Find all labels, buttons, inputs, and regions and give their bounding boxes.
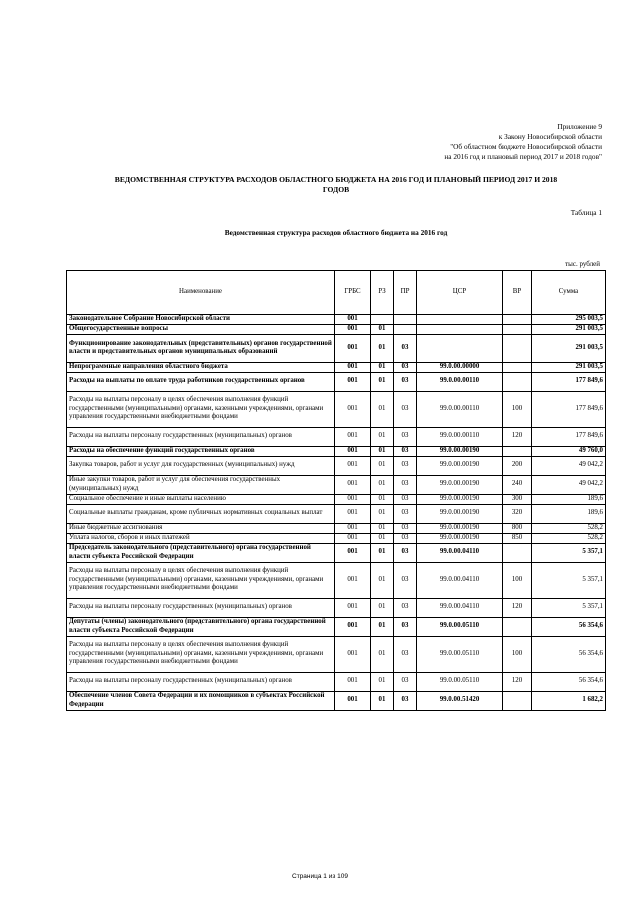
cell-rz: 01 bbox=[371, 543, 394, 562]
cell-pr: 03 bbox=[394, 543, 417, 562]
cell-pr: 03 bbox=[394, 456, 417, 475]
cell-rz: 01 bbox=[371, 598, 394, 617]
table-title: Ведомственная структура расходов областного бюджета на 2016 год bbox=[224, 228, 448, 237]
cell-name: Депутаты (члены) законодательного (представительного) органа государственной власти субъекта Российской Федерации bbox=[67, 617, 335, 636]
table-row bbox=[67, 325, 606, 335]
cell-sum: 56 354,6 bbox=[532, 636, 606, 672]
cell-name: Расходы на выплаты по оплате труда работников государственных органов bbox=[67, 372, 335, 391]
cell-name: Расходы на выплаты персоналу в целях обеспечения выполнения функций государственными (муниципальными) органами, казенными учреждениями, органами управления государственными внебюджетными фондами bbox=[67, 562, 335, 598]
cell-grbs: 001 bbox=[335, 372, 371, 391]
cell-grbs: 001 bbox=[335, 691, 371, 710]
cell-sum: 528,2 bbox=[532, 523, 606, 533]
cell-grbs: 001 bbox=[335, 494, 371, 504]
table-row bbox=[67, 427, 606, 446]
table-row bbox=[67, 691, 606, 710]
table-row bbox=[67, 362, 606, 372]
cell-sum: 56 354,6 bbox=[532, 672, 606, 691]
table-row bbox=[67, 315, 606, 325]
cell-vr bbox=[503, 335, 532, 363]
cell-csr: 99.0.00.51420 bbox=[417, 691, 503, 710]
cell-name: Расходы на обеспечение функций государственных органов bbox=[67, 446, 335, 456]
cell-grbs: 001 bbox=[335, 598, 371, 617]
cell-sum: 528,2 bbox=[532, 533, 606, 543]
cell-pr: 03 bbox=[394, 475, 417, 494]
document-title bbox=[66, 175, 606, 195]
cell-csr bbox=[417, 335, 503, 363]
document-title-line: ГОДОВ bbox=[322, 185, 350, 194]
cell-pr: 03 bbox=[394, 504, 417, 523]
cell-rz: 01 bbox=[371, 533, 394, 543]
cell-csr: 99.0.00.04110 bbox=[417, 562, 503, 598]
cell-sum: 291 003,5 bbox=[532, 335, 606, 363]
table-row bbox=[67, 562, 606, 598]
table-row bbox=[67, 446, 606, 456]
table-row bbox=[67, 533, 606, 543]
cell-rz: 01 bbox=[371, 523, 394, 533]
cell-sum: 5 357,1 bbox=[532, 562, 606, 598]
cell-csr: 99.0.00.00000 bbox=[417, 362, 503, 372]
cell-name: Обеспечение членов Совета Федерации и их помощников в субъектах Российской Федерации bbox=[67, 691, 335, 710]
cell-vr: 850 bbox=[503, 533, 532, 543]
cell-vr bbox=[503, 691, 532, 710]
cell-name: Общегосударственные вопросы bbox=[67, 325, 335, 335]
cell-grbs: 001 bbox=[335, 391, 371, 427]
appendix-line: к Закону Новосибирской области bbox=[498, 132, 602, 141]
cell-pr: 03 bbox=[394, 427, 417, 446]
cell-csr: 99.0.00.00190 bbox=[417, 446, 503, 456]
cell-rz: 01 bbox=[371, 456, 394, 475]
cell-vr: 100 bbox=[503, 562, 532, 598]
cell-grbs: 001 bbox=[335, 446, 371, 456]
cell-sum: 177 849,6 bbox=[532, 391, 606, 427]
cell-sum: 295 003,5 bbox=[532, 315, 606, 325]
cell-rz: 01 bbox=[371, 325, 394, 335]
cell-pr: 03 bbox=[394, 617, 417, 636]
cell-rz: 01 bbox=[371, 335, 394, 363]
cell-vr bbox=[503, 362, 532, 372]
cell-grbs: 001 bbox=[335, 362, 371, 372]
cell-pr: 03 bbox=[394, 636, 417, 672]
cell-vr: 320 bbox=[503, 504, 532, 523]
cell-pr: 03 bbox=[394, 523, 417, 533]
cell-vr: 100 bbox=[503, 391, 532, 427]
cell-name: Уплата налогов, сборов и иных платежей bbox=[67, 533, 335, 543]
cell-csr bbox=[417, 315, 503, 325]
appendix-note bbox=[444, 122, 602, 162]
units-label: тыс. рублей bbox=[565, 260, 600, 268]
cell-csr: 99.0.00.00190 bbox=[417, 456, 503, 475]
cell-sum: 49 042,2 bbox=[532, 475, 606, 494]
cell-csr: 99.0.00.00190 bbox=[417, 475, 503, 494]
cell-vr bbox=[503, 543, 532, 562]
cell-pr: 03 bbox=[394, 391, 417, 427]
table-row bbox=[67, 475, 606, 494]
cell-csr: 99.0.00.05110 bbox=[417, 672, 503, 691]
column-header-rz: РЗ bbox=[371, 271, 394, 315]
cell-name: Расходы на выплаты персоналу государственных (муниципальных) органов bbox=[67, 672, 335, 691]
cell-rz: 01 bbox=[371, 672, 394, 691]
table-row bbox=[67, 523, 606, 533]
budget-table bbox=[66, 270, 606, 711]
cell-grbs: 001 bbox=[335, 672, 371, 691]
cell-csr: 99.0.00.05110 bbox=[417, 636, 503, 672]
cell-pr: 03 bbox=[394, 446, 417, 456]
cell-vr bbox=[503, 315, 532, 325]
cell-rz: 01 bbox=[371, 562, 394, 598]
cell-csr: 99.0.00.00190 bbox=[417, 504, 503, 523]
cell-rz: 01 bbox=[371, 504, 394, 523]
appendix-line: "Об областном бюджете Новосибирской области bbox=[450, 142, 602, 151]
cell-grbs: 001 bbox=[335, 475, 371, 494]
cell-name: Закупка товаров, работ и услуг для государственных (муниципальных) нужд bbox=[67, 456, 335, 475]
cell-name: Председатель законодательного (представительного) органа государственной власти субъекта Российской Федерации bbox=[67, 543, 335, 562]
cell-rz: 01 bbox=[371, 372, 394, 391]
cell-pr: 03 bbox=[394, 562, 417, 598]
table-row bbox=[67, 636, 606, 672]
table-body bbox=[67, 315, 606, 711]
cell-sum: 189,6 bbox=[532, 494, 606, 504]
cell-rz: 01 bbox=[371, 617, 394, 636]
cell-sum: 5 357,1 bbox=[532, 543, 606, 562]
cell-grbs: 001 bbox=[335, 533, 371, 543]
cell-pr bbox=[394, 315, 417, 325]
cell-csr: 99.0.00.00110 bbox=[417, 372, 503, 391]
table-row bbox=[67, 456, 606, 475]
cell-name: Расходы на выплаты персоналу в целях обеспечения выполнения функций государственными (муниципальными) органами, казенными учреждениями, органами управления государственными внебюджетными фондами bbox=[67, 636, 335, 672]
cell-name: Социальные выплаты гражданам, кроме публичных нормативных социальных выплат bbox=[67, 504, 335, 523]
cell-vr bbox=[503, 617, 532, 636]
cell-rz: 01 bbox=[371, 636, 394, 672]
cell-pr: 03 bbox=[394, 335, 417, 363]
cell-name: Иные бюджетные ассигнования bbox=[67, 523, 335, 533]
cell-pr bbox=[394, 325, 417, 335]
cell-rz: 01 bbox=[371, 475, 394, 494]
cell-pr: 03 bbox=[394, 533, 417, 543]
cell-csr: 99.0.00.00190 bbox=[417, 523, 503, 533]
cell-vr: 100 bbox=[503, 636, 532, 672]
cell-vr: 120 bbox=[503, 598, 532, 617]
cell-name: Непрограммные направления областного бюджета bbox=[67, 362, 335, 372]
appendix-line: Приложение 9 bbox=[557, 122, 602, 131]
column-header-name: Наименование bbox=[67, 271, 335, 315]
cell-grbs: 001 bbox=[335, 636, 371, 672]
table-row bbox=[67, 543, 606, 562]
cell-rz: 01 bbox=[371, 391, 394, 427]
cell-grbs: 001 bbox=[335, 456, 371, 475]
cell-grbs: 001 bbox=[335, 523, 371, 533]
table-row bbox=[67, 598, 606, 617]
cell-grbs: 001 bbox=[335, 543, 371, 562]
cell-name: Расходы на выплаты персоналу государственных (муниципальных) органов bbox=[67, 427, 335, 446]
cell-sum: 1 682,2 bbox=[532, 691, 606, 710]
cell-csr bbox=[417, 325, 503, 335]
cell-sum: 56 354,6 bbox=[532, 617, 606, 636]
cell-rz: 01 bbox=[371, 494, 394, 504]
cell-vr bbox=[503, 325, 532, 335]
appendix-line: на 2016 год и плановый период 2017 и 2018 годов" bbox=[444, 152, 602, 161]
cell-sum: 291 003,5 bbox=[532, 325, 606, 335]
cell-pr: 03 bbox=[394, 372, 417, 391]
cell-pr: 03 bbox=[394, 691, 417, 710]
cell-sum: 49 760,0 bbox=[532, 446, 606, 456]
table-header-row bbox=[67, 271, 606, 315]
cell-rz: 01 bbox=[371, 427, 394, 446]
cell-vr bbox=[503, 446, 532, 456]
cell-grbs: 001 bbox=[335, 562, 371, 598]
column-header-grbs: ГРБС bbox=[335, 271, 371, 315]
column-header-pr: ПР bbox=[394, 271, 417, 315]
column-header-sum: Сумма bbox=[532, 271, 606, 315]
table-row bbox=[67, 391, 606, 427]
cell-vr bbox=[503, 372, 532, 391]
column-header-vr: ВР bbox=[503, 271, 532, 315]
cell-sum: 49 042,2 bbox=[532, 456, 606, 475]
cell-name: Функционирование законодательных (представительных) органов государственной власти и представительных органов муниципальных образований bbox=[67, 335, 335, 363]
cell-name: Иные закупки товаров, работ и услуг для обеспечения государственных (муниципальных) нужд bbox=[67, 475, 335, 494]
cell-grbs: 001 bbox=[335, 427, 371, 446]
cell-sum: 291 003,5 bbox=[532, 362, 606, 372]
cell-csr: 99.0.00.04110 bbox=[417, 543, 503, 562]
cell-vr: 800 bbox=[503, 523, 532, 533]
cell-csr: 99.0.00.00190 bbox=[417, 494, 503, 504]
cell-vr: 200 bbox=[503, 456, 532, 475]
cell-rz: 01 bbox=[371, 362, 394, 372]
cell-pr: 03 bbox=[394, 672, 417, 691]
cell-sum: 189,6 bbox=[532, 504, 606, 523]
cell-pr: 03 bbox=[394, 362, 417, 372]
cell-name: Законодательное Собрание Новосибирской области bbox=[67, 315, 335, 325]
cell-name: Социальное обеспечение и иные выплаты населению bbox=[67, 494, 335, 504]
cell-rz: 01 bbox=[371, 691, 394, 710]
cell-vr: 240 bbox=[503, 475, 532, 494]
document-title-line: ВЕДОМСТВЕННАЯ СТРУКТУРА РАСХОДОВ ОБЛАСТНОГО БЮДЖЕТА НА 2016 ГОД И ПЛАНОВЫЙ ПЕРИОД 2017 И 2018 bbox=[114, 175, 558, 184]
cell-csr: 99.0.00.00190 bbox=[417, 533, 503, 543]
table-row bbox=[67, 494, 606, 504]
cell-grbs: 001 bbox=[335, 315, 371, 325]
cell-rz bbox=[371, 315, 394, 325]
cell-name: Расходы на выплаты персоналу в целях обеспечения выполнения функций государственными (муниципальными) органами, казенными учреждениями, органами управления государственными внебюджетными фондами bbox=[67, 391, 335, 427]
page-footer: Страница 1 из 109 bbox=[292, 873, 348, 880]
cell-pr: 03 bbox=[394, 598, 417, 617]
table-row bbox=[67, 672, 606, 691]
cell-vr: 120 bbox=[503, 672, 532, 691]
table-row bbox=[67, 335, 606, 363]
cell-sum: 177 849,6 bbox=[532, 427, 606, 446]
cell-grbs: 001 bbox=[335, 617, 371, 636]
cell-csr: 99.0.00.04110 bbox=[417, 598, 503, 617]
cell-sum: 5 357,1 bbox=[532, 598, 606, 617]
cell-name: Расходы на выплаты персоналу государственных (муниципальных) органов bbox=[67, 598, 335, 617]
cell-csr: 99.0.00.00110 bbox=[417, 427, 503, 446]
cell-grbs: 001 bbox=[335, 504, 371, 523]
cell-csr: 99.0.00.05110 bbox=[417, 617, 503, 636]
cell-rz: 01 bbox=[371, 446, 394, 456]
cell-sum: 177 849,6 bbox=[532, 372, 606, 391]
table-row bbox=[67, 617, 606, 636]
cell-vr: 120 bbox=[503, 427, 532, 446]
cell-csr: 99.0.00.00110 bbox=[417, 391, 503, 427]
column-header-csr: ЦСР bbox=[417, 271, 503, 315]
cell-vr: 300 bbox=[503, 494, 532, 504]
table-row bbox=[67, 504, 606, 523]
cell-grbs: 001 bbox=[335, 335, 371, 363]
cell-pr: 03 bbox=[394, 494, 417, 504]
cell-grbs: 001 bbox=[335, 325, 371, 335]
table-row bbox=[67, 372, 606, 391]
table-number: Таблица 1 bbox=[570, 208, 602, 217]
